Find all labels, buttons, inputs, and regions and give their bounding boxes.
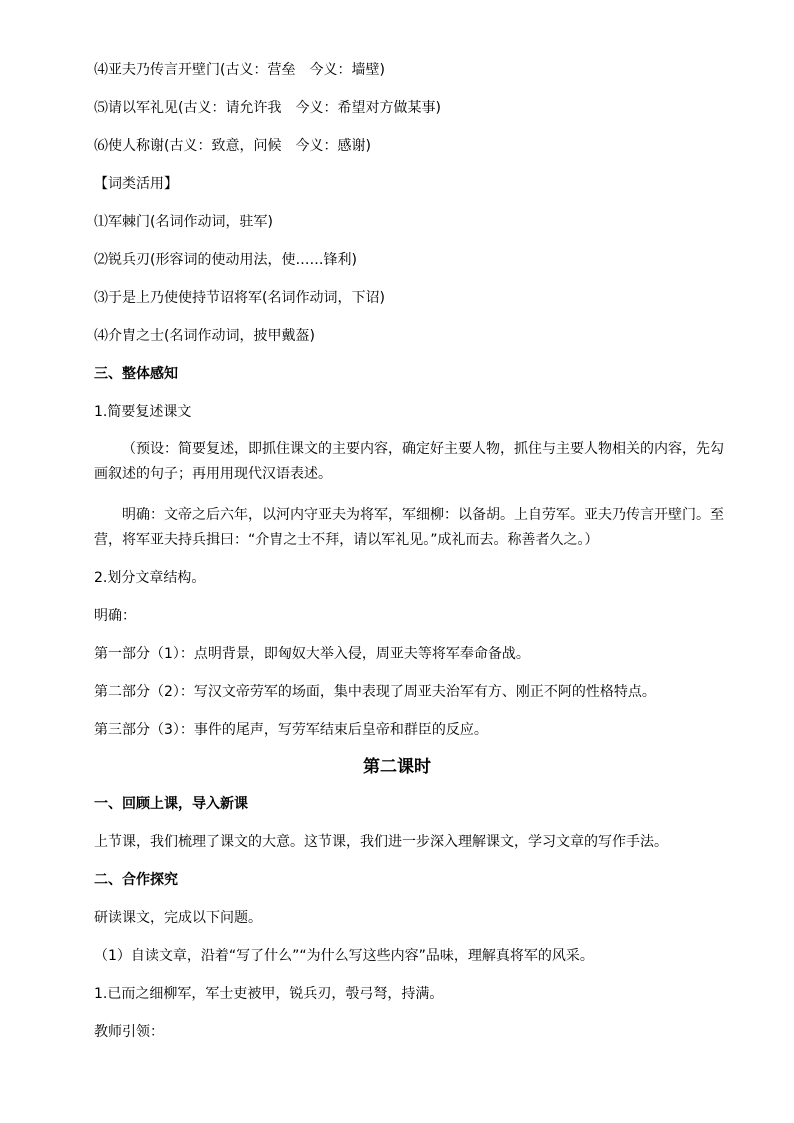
lesson-2-title: 第二课时 [363, 757, 431, 777]
ancient-word-item-5: ⑸请以军礼见(古义：请允许我 今义：希望对方做某事) [94, 100, 441, 116]
review-heading: 一、回顾上课，导入新课 [94, 796, 248, 812]
ancient-word-item-4: ⑷亚夫乃传言开壁门(古义：营垒 今义：墙壁) [94, 62, 385, 78]
word-class-item-3: ⑶于是上乃使使持节诏将军(名词作动词，下诏) [94, 290, 385, 306]
clarify-label: 明确： [94, 608, 136, 624]
overall-heading: 三、整体感知 [94, 366, 178, 382]
explore-heading: 二、合作探究 [94, 872, 178, 888]
structure-part-3: 第三部分（3）：事件的尾声，写劳军结束后皇帝和群臣的反应。 [94, 722, 488, 738]
review-text: 上节课，我们梳理了课文的大意。这节课，我们进一步深入理解课文，学习文章的写作手法。 [94, 834, 668, 850]
preset-paragraph: （预设：简要复述，即抓住课文的主要内容，确定好主要人物，抓住与主要人物相关的内容，先勾画叙述的句子；再用用现代汉语表述。 [94, 441, 724, 482]
question-1: （1）自读文章，沿着“写了什么”“为什么写这些内容”品味，理解真将军的风采。 [94, 948, 594, 964]
structure-part-1: 第一部分（1）：点明背景，即匈奴大举入侵，周亚夫等将军奉命备战。 [94, 646, 530, 662]
explore-intro: 研读课文，完成以下问题。 [94, 910, 262, 926]
ancient-word-item-6: ⑹使人称谢(古义：致意，问候 今义：感谢) [94, 138, 371, 154]
point-1: 1.已而之细柳军，军士吏被甲，锐兵刃，彀弓弩，持满。 [94, 986, 444, 1002]
task-2-text: 2.划分文章结构。 [94, 570, 206, 586]
clarify-paragraph: 明确：文帝之后六年，以河内守亚夫为将军，军细柳：以备胡。上自劳军。亚夫乃传言开壁门。至营，将军亚夫持兵揖曰：“介胄之士不拜，请以军礼见。”成礼而去。称善者久之。） [94, 507, 724, 548]
teacher-guide-label: 教师引领： [94, 1024, 164, 1040]
word-class-heading: 【词类活用】 [94, 176, 178, 192]
word-class-item-4: ⑷介胄之士(名词作动词，披甲戴盔) [94, 328, 315, 344]
word-class-item-2: ⑵锐兵刃(形容词的使动用法，使……锋利) [94, 252, 357, 268]
structure-part-2: 第二部分（2）：写汉文帝劳军的场面，集中表现了周亚夫治军有方、刚正不阿的性格特点。 [94, 684, 656, 700]
task-1-text: 1.简要复述课文 [94, 404, 192, 420]
word-class-item-1: ⑴军棘门(名词作动词，驻军) [94, 214, 273, 230]
